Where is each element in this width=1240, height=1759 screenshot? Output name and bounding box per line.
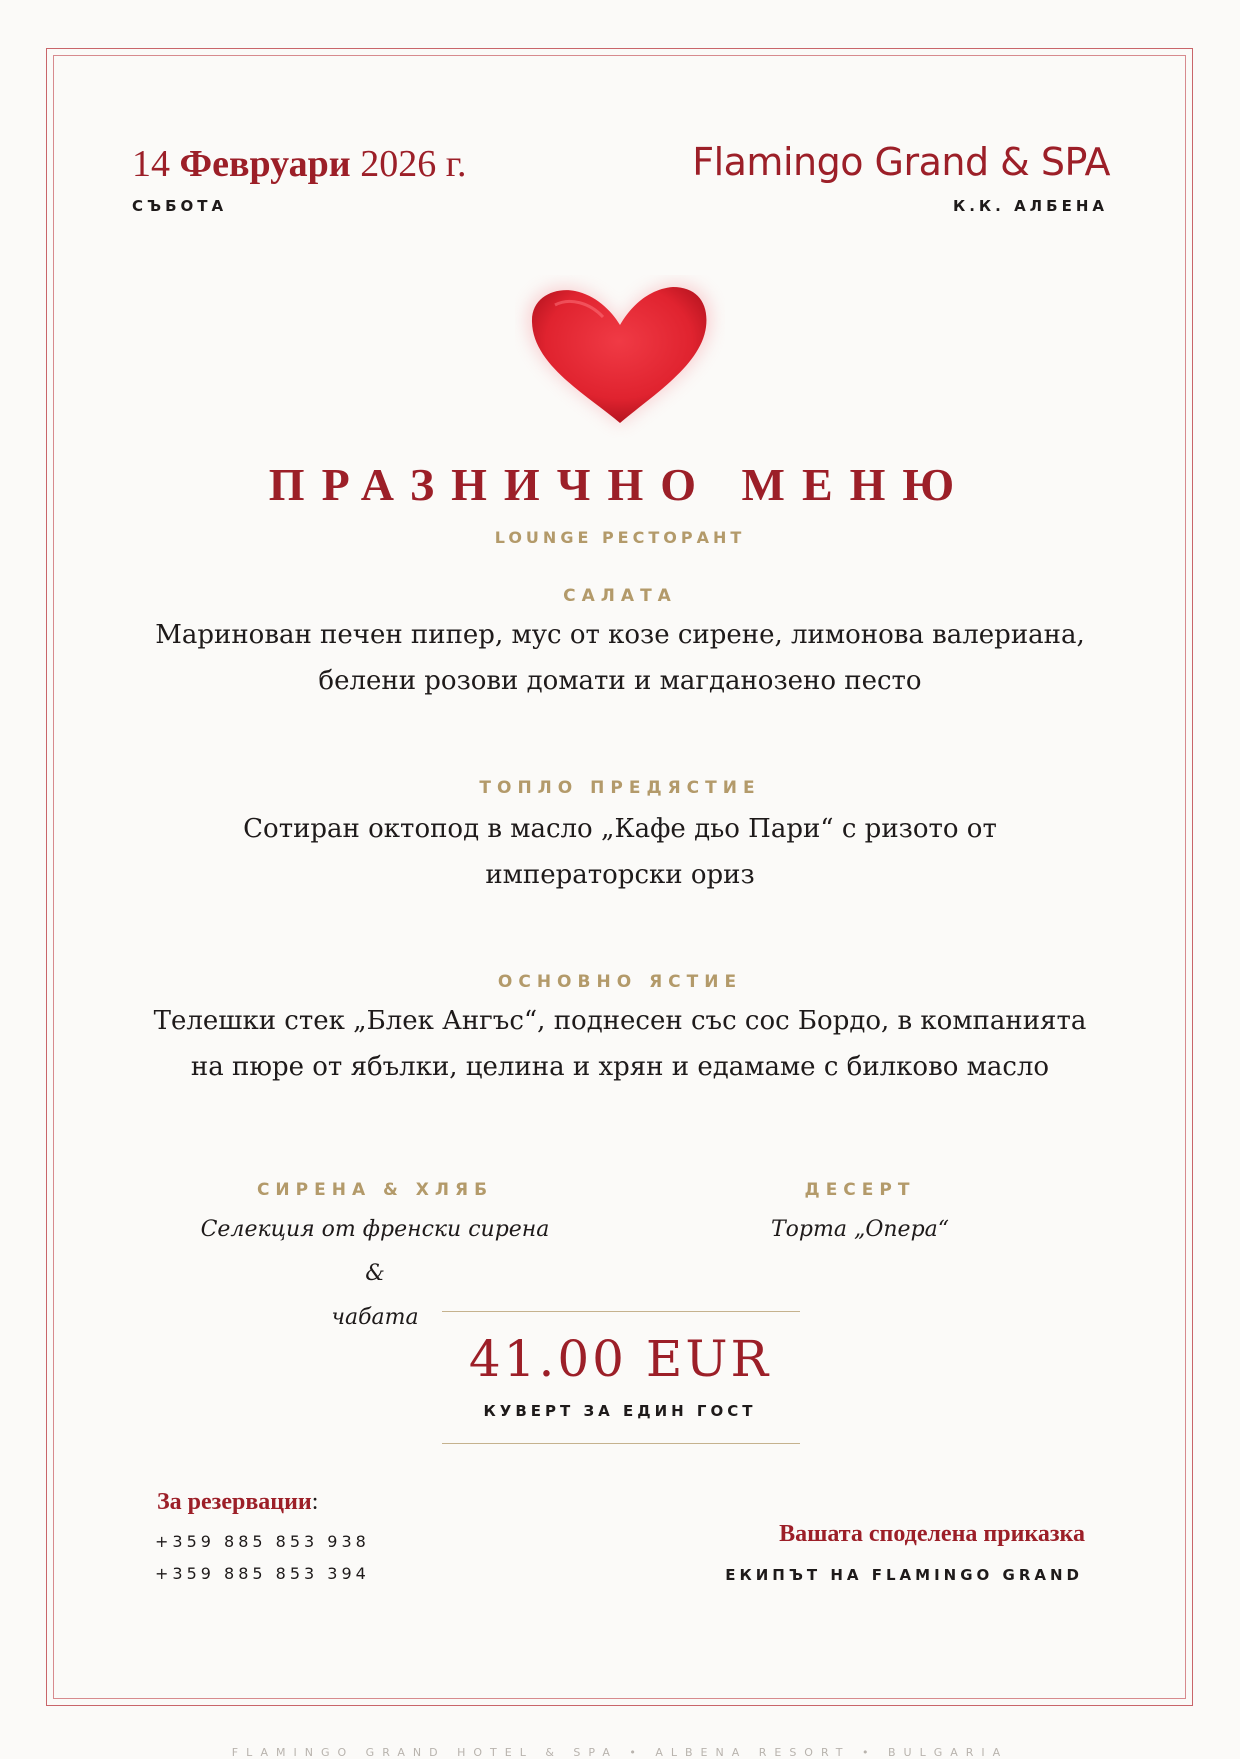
date-day-number: 14 — [132, 143, 180, 185]
resort-name: К.К. АЛБЕНА — [952, 197, 1108, 215]
phone-number[interactable]: +359 885 853 938 — [155, 1532, 370, 1551]
signoff-team: ЕКИПЪТ НА FLAMINGO GRAND — [725, 1566, 1083, 1584]
price-note: КУВЕРТ ЗА ЕДИН ГОСТ — [483, 1402, 757, 1420]
price-amount: 41.00 EUR — [468, 1330, 772, 1388]
signoff-tagline: Вашата споделена приказка — [779, 1521, 1085, 1547]
dish-line: чабата — [331, 1305, 419, 1330]
dish-line: Телешки стек „Блек Ангъс“, поднесен със сос Бордо, в компанията — [153, 1006, 1087, 1036]
dish-line: императорски ориз — [485, 860, 755, 890]
course-dish-dessert — [700, 1208, 1020, 1252]
dish-line: Маринован печен пипер, мус от козе сирене, лимонова валериана, — [155, 620, 1085, 650]
menu-title: ПРАЗНИЧНО МЕНЮ — [268, 459, 972, 510]
hotel-name: Flamingo Grand & SPA — [692, 140, 1110, 184]
course-category-dessert: ДЕСЕРТ — [804, 1180, 916, 1200]
weekday: СЪБОТА — [132, 197, 228, 215]
course-dish-starter — [100, 806, 1140, 898]
menu-subtitle: LOUNGE РЕСТОРАНТ — [494, 528, 746, 547]
date-month: Февруари — [179, 143, 351, 185]
course-dish-salad — [100, 612, 1140, 704]
reservations-text: За резервации — [157, 1489, 312, 1515]
event-date — [132, 142, 467, 186]
course-dish-main — [100, 998, 1140, 1090]
date-year: 2026 г. — [350, 143, 467, 185]
course-category-salad: САЛАТА — [563, 586, 677, 606]
course-dish-cheese — [200, 1208, 550, 1340]
phone-number[interactable]: +359 885 853 394 — [155, 1564, 370, 1583]
heart-icon — [515, 275, 725, 440]
reservations-colon: : — [311, 1489, 319, 1515]
dish-line: Сотиран октопод в масло „Кафе дьо Пари“ с ризото от — [243, 814, 997, 844]
price-divider-bottom — [442, 1443, 800, 1444]
footer-line: FLAMINGO GRAND HOTEL & SPA • ALBENA RESORT • BULGARIA — [231, 1746, 1009, 1759]
dish-line: на пюре от ябълки, целина и хрян и едамаме с билково масло — [190, 1052, 1050, 1082]
dish-line: Селекция от френски сирена & — [200, 1217, 550, 1286]
dish-line: Торта „Опера“ — [770, 1217, 950, 1242]
price-divider-top — [442, 1311, 800, 1312]
course-category-starter: ТОПЛО ПРЕДЯСТИЕ — [479, 778, 761, 798]
dish-line: белени розови домати и магданозено песто — [318, 666, 922, 696]
reservations-label — [157, 1489, 318, 1516]
course-category-main: ОСНОВНО ЯСТИЕ — [497, 972, 743, 992]
course-category-cheese: СИРЕНА & ХЛЯБ — [256, 1180, 494, 1200]
